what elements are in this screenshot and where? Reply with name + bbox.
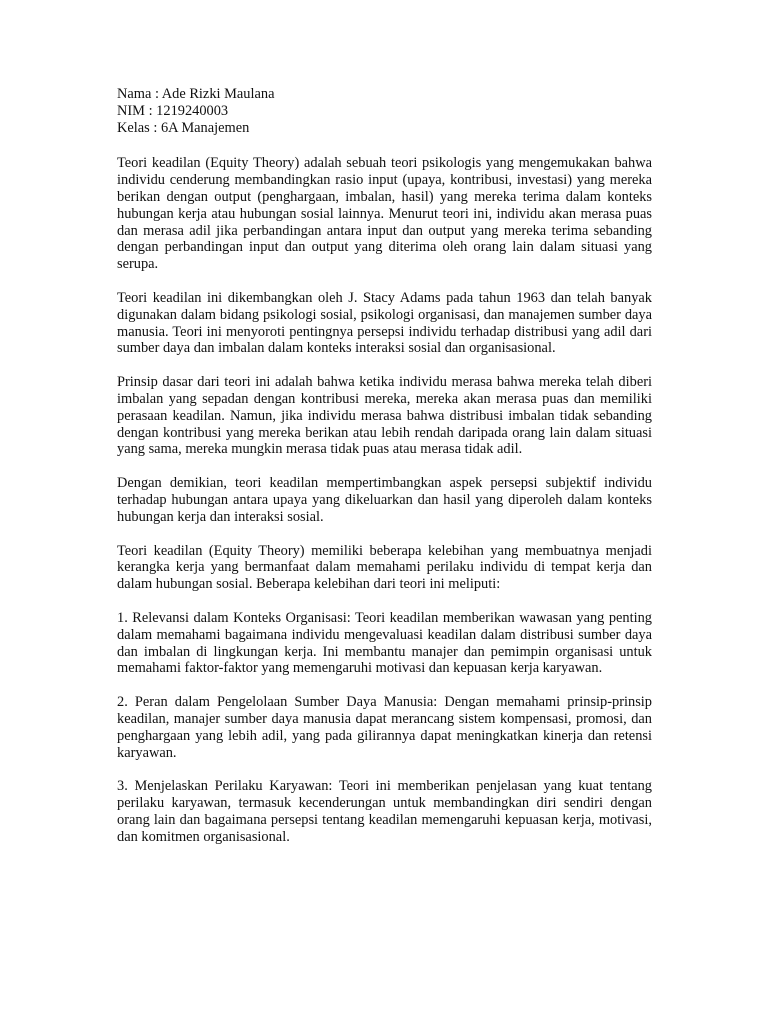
paragraph-principle: Prinsip dasar dari teori ini adalah bahwa ketika individu merasa bahwa mereka telah diberi imbalan yang sepadan dengan kontribusi mereka, mereka akan merasa puas dan memiliki perasaan keadilan. Namun, jika individu merasa bahwa distribusi imbalan tidak sebanding dengan kontribusi yang mereka berikan atau lebih rendah daripada orang lain dalam situasi yang sama, mereka mungkin merasa tidak puas atau merasa tidak adil. [117,374,652,458]
paragraph-conclusion: Dengan demikian, teori keadilan mempertimbangkan aspek persepsi subjektif individu terhadap hubungan antara upaya yang dikeluarkan dan hasil yang diperoleh dalam konteks hubungan kerja dan interaksi sosial. [117,475,652,525]
student-info-header [117,86,652,136]
list-item-employee-behavior: 3. Menjelaskan Perilaku Karyawan: Teori ini memberikan penjelasan yang kuat tentang perilaku karyawan, termasuk kecenderungan untuk membandingkan diri sendiri dengan orang lain dan bagaimana persepsi tentang keadilan memengaruhi kepuasan kerja, motivasi, dan komitmen organisasional. [117,778,652,845]
list-item-relevance: 1. Relevansi dalam Konteks Organisasi: Teori keadilan memberikan wawasan yang penting dalam memahami bagaimana individu mengevaluasi keadilan dalam distribusi sumber daya dan imbalan di lingkungan kerja. Ini membantu manajer dan pemimpin organisasi untuk memahami faktor-faktor yang memengaruhi motivasi dan kepuasan kerja karyawan. [117,609,652,677]
paragraph-intro: Teori keadilan (Equity Theory) adalah sebuah teori psikologis yang mengemukakan bahwa individu cenderung membandingkan rasio input (upaya, kontribusi, investasi) yang mereka berikan dengan output (penghargaan, imbalan, hasil) yang mereka terima dalam konteks hubungan kerja atau hubungan sosial lainnya. Menurut teori ini, individu akan merasa puas dan merasa adil jika perbandingan antara input dan output yang mereka terima sebanding dengan perbandingan input dan output yang diterima oleh orang lain dalam situasi yang serupa. [117,155,652,273]
student-name: Nama : Ade Rizki Maulana [117,86,275,102]
list-item-hr-role: 2. Peran dalam Pengelolaan Sumber Daya Manusia: Dengan memahami prinsip-prinsip keadilan, manajer sumber daya manusia dapat merancang sistem kompensasi, promosi, dan penghargaan yang lebih adil, yang pada gilirannya dapat meningkatkan kinerja dan retensi karyawan. [117,694,652,761]
student-class: Kelas : 6A Manajemen [117,119,250,136]
paragraph-origin: Teori keadilan ini dikembangkan oleh J. Stacy Adams pada tahun 1963 dan telah banyak digunakan dalam bidang psikologi sosial, psikologi organisasi, dan manajemen sumber daya manusia. Teori ini menyoroti pentingnya persepsi individu terhadap distribusi yang adil dari sumber daya dan imbalan dalam konteks interaksi sosial dan organisasional. [117,289,652,357]
paragraph-advantages-intro: Teori keadilan (Equity Theory) memiliki beberapa kelebihan yang membuatnya menjadi kerangka kerja yang bermanfaat dalam memahami perilaku individu di tempat kerja dan dalam hubungan sosial. Beberapa kelebihan dari teori ini meliputi: [117,542,652,593]
student-nim: NIM : 1219240003 [117,102,229,119]
